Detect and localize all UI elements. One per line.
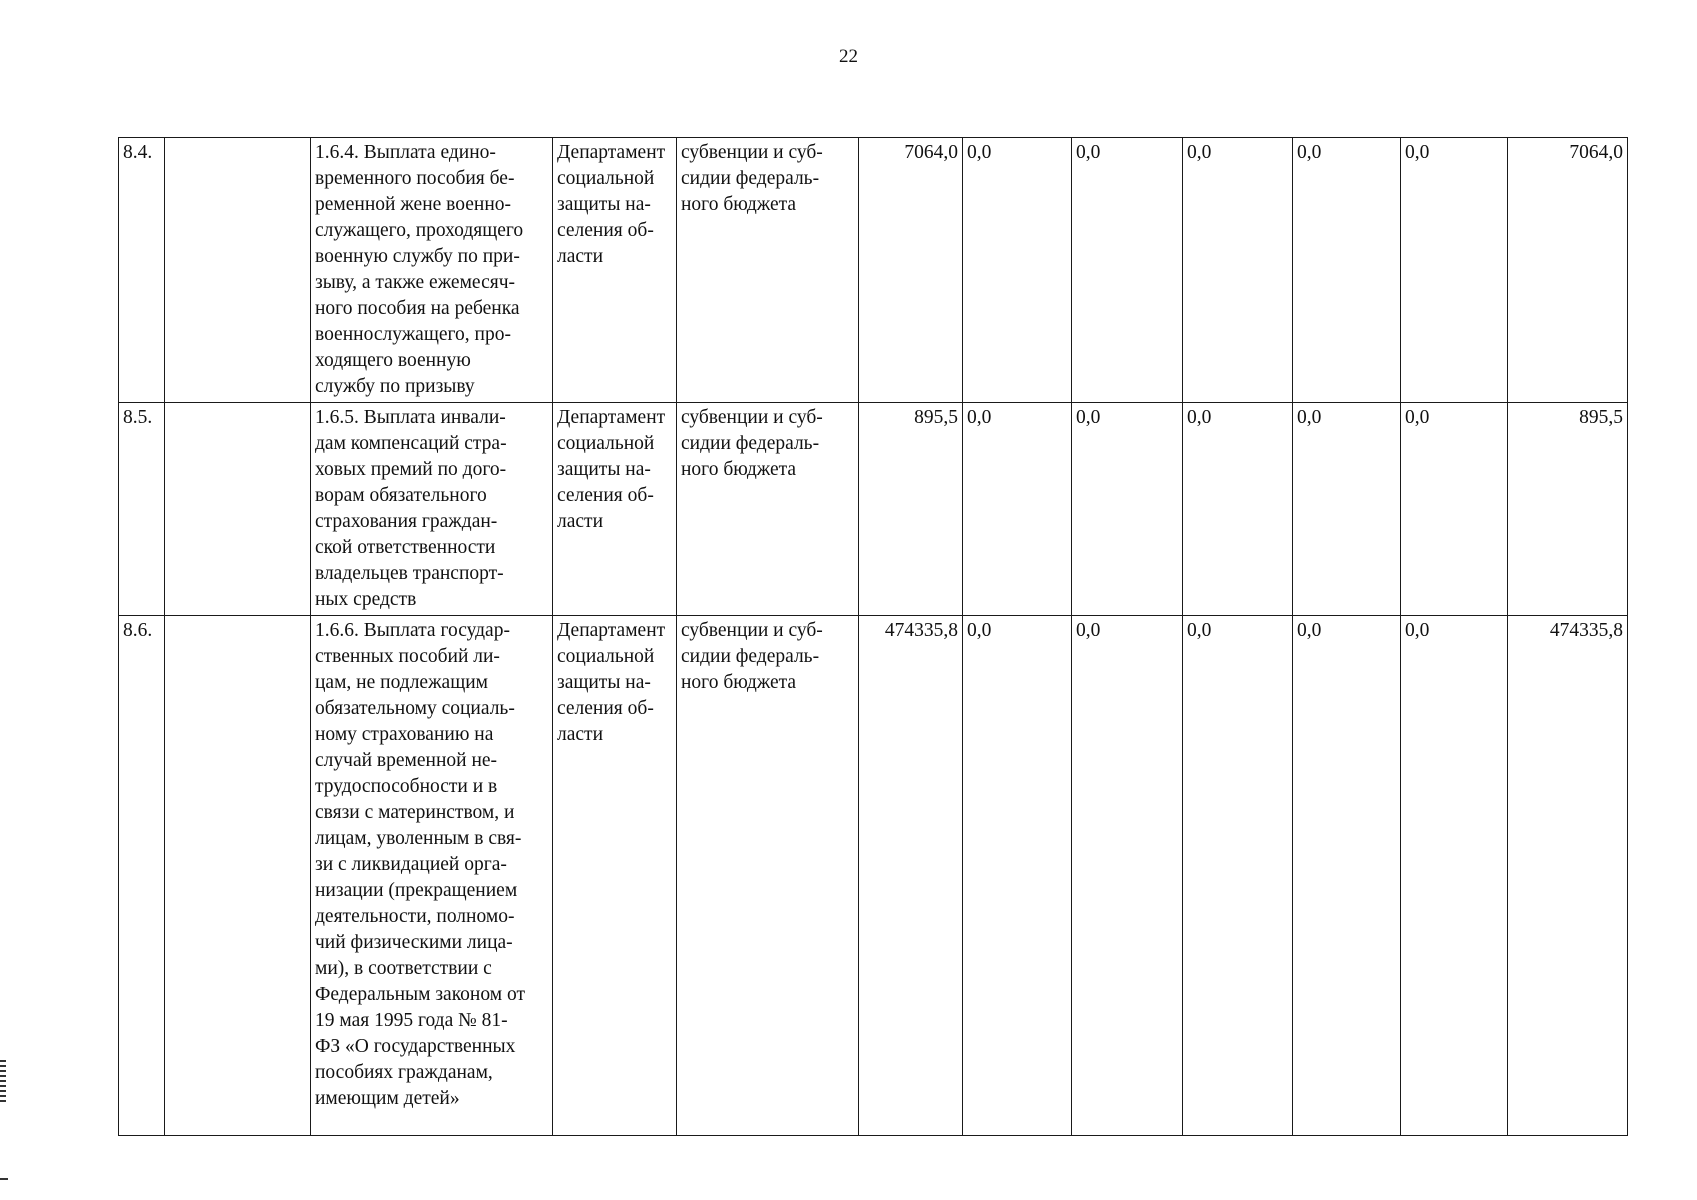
amount-year-5: 0,0 [1401, 403, 1508, 616]
measure-description: 1.6.4. Выплата едино- временного пособия бе- ременной жене военно- служащего, проходящего военную службу по при- зыву, а также ежемесяч- ного пособия на ребенка военнослужащего, про- ходящего военную службу по призыву [311, 138, 553, 403]
amount-year-3: 0,0 [1183, 138, 1293, 403]
responsible-department: Департамент социальной защиты на- селения об- ласти [553, 403, 677, 616]
amount-year-4: 0,0 [1293, 403, 1401, 616]
blank-cell [165, 138, 311, 403]
blank-cell [165, 616, 311, 1136]
table-row [119, 616, 1628, 1136]
table-row [119, 403, 1628, 616]
funding-source: субвенции и суб- сидии федераль- ного бюджета [677, 616, 859, 1136]
amount-year-1: 0,0 [963, 403, 1072, 616]
amount-year-2: 0,0 [1072, 138, 1183, 403]
amount-year-1: 0,0 [963, 616, 1072, 1136]
scan-margin-tick [0, 1178, 8, 1180]
amount-year-4: 0,0 [1293, 616, 1401, 1136]
measure-description: 1.6.6. Выплата государ- ственных пособий ли- цам, не подлежащим обязательному социаль- ному страхованию на случай временной не- трудоспособности и в связи с материнством, и лицам, уволенным в свя- зи с ликвидацией орга- низации (прекращением деятельности, полномо- чий физическими лица- ми), в соответствии с Федеральным законом от 19 мая 1995 года № 81- ФЗ «О государственных пособиях гражданам, имеющим детей» [311, 616, 553, 1136]
row-number: 8.6. [119, 616, 165, 1136]
blank-cell [165, 403, 311, 616]
amount-summary: 474335,8 [1508, 616, 1628, 1136]
funding-source: субвенции и суб- сидии федераль- ного бюджета [677, 403, 859, 616]
amount-summary: 895,5 [1508, 403, 1628, 616]
row-number: 8.4. [119, 138, 165, 403]
page-number: 22 [839, 46, 858, 67]
amount-year-2: 0,0 [1072, 403, 1183, 616]
responsible-department: Департамент социальной защиты на- селения об- ласти [553, 138, 677, 403]
responsible-department: Департамент социальной защиты на- селения об- ласти [553, 616, 677, 1136]
amount-total: 474335,8 [859, 616, 963, 1136]
amount-year-3: 0,0 [1183, 616, 1293, 1136]
budget-table [118, 137, 1628, 1136]
amount-total: 895,5 [859, 403, 963, 616]
table-row [119, 138, 1628, 403]
scan-margin-marks [0, 1060, 6, 1102]
funding-source: субвенции и суб- сидии федераль- ного бюджета [677, 138, 859, 403]
amount-year-5: 0,0 [1401, 138, 1508, 403]
amount-year-3: 0,0 [1183, 403, 1293, 616]
amount-total: 7064,0 [859, 138, 963, 403]
amount-year-5: 0,0 [1401, 616, 1508, 1136]
row-number: 8.5. [119, 403, 165, 616]
amount-year-2: 0,0 [1072, 616, 1183, 1136]
measure-description: 1.6.5. Выплата инвали- дам компенсаций стра- ховых премий по дого- ворам обязательного страхования граждан- ской ответственности владельцев транспорт- ных средств [311, 403, 553, 616]
amount-summary: 7064,0 [1508, 138, 1628, 403]
amount-year-4: 0,0 [1293, 138, 1401, 403]
amount-year-1: 0,0 [963, 138, 1072, 403]
